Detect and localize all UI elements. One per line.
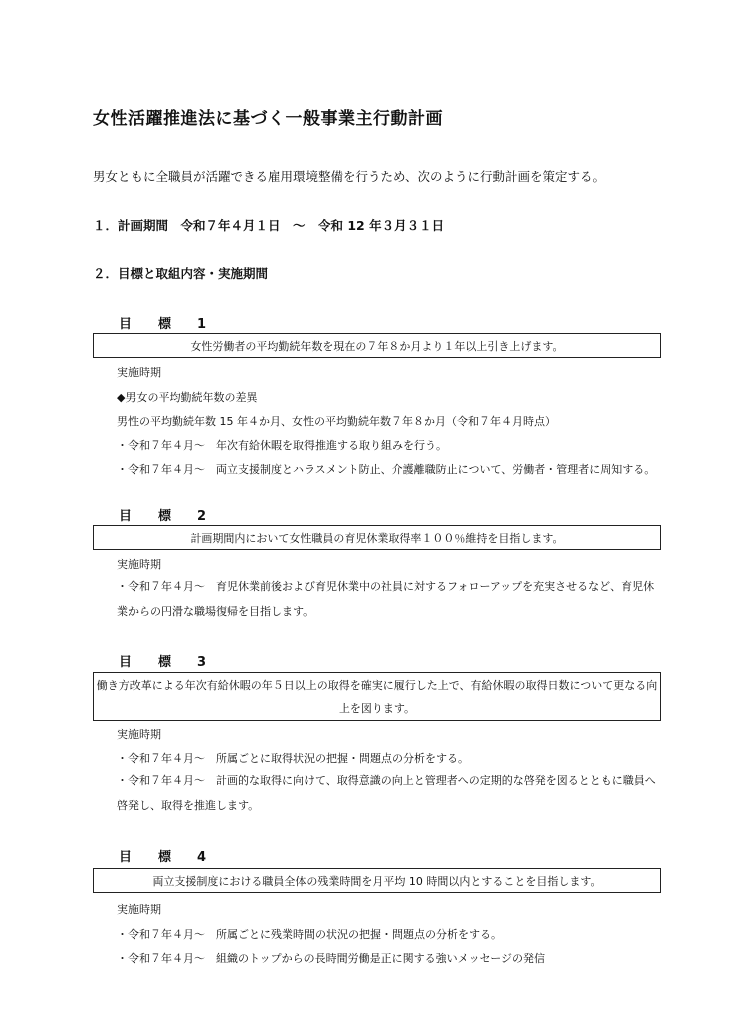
goal-label-main: 目 [119, 850, 135, 865]
goal-1-item: ◆男女の平均勤続年数の差異 [117, 391, 258, 404]
goal-4-item: ・令和７年４月～ 所属ごとに残業時間の状況の把握・問題点の分析をする。 [117, 928, 502, 941]
goal-1-item: 男性の平均勤続年数 15 年４か月、女性の平均勤続年数７年８か月（令和７年４月時点） [117, 415, 556, 428]
goal-3-box [93, 672, 661, 721]
goal-label-mid: 標 [158, 317, 174, 332]
goal-3-item: ・令和７年４月～ 所属ごとに取得状況の把握・問題点の分析をする。 [117, 752, 469, 765]
section-goals-heading: ２．目標と取組内容・実施期間 [93, 266, 269, 281]
goal-3-text-line-1: 働き方改革による年次有給休暇の年５日以上の取得を確実に履行した上で、有給休暇の取得日数について更なる向 [96, 678, 658, 692]
goal-2-label [119, 505, 208, 524]
goal-3-item: ・令和７年４月～ 計画的な取得に向けて、取得意識の向上と管理者への定期的な啓発を図るとともに職員へ啓発し、取得を推進します。 [117, 774, 656, 812]
goal-4-box [93, 868, 661, 893]
goal-3-label [119, 651, 208, 670]
goal-2-item: ・令和７年４月～ 育児休業前後および育児休業中の社員に対するフォローアップを充実させるなど、育児休業からの円滑な職場復帰を目指します。 [117, 580, 655, 618]
goal-1-text: 女性労働者の平均勤続年数を現在の７年８か月より１年以上引き上げます。 [190, 339, 564, 353]
goal-number: 4 [197, 850, 209, 865]
page-title: 女性活躍推進法に基づく一般事業主行動計画 [93, 109, 443, 129]
intro-text: 男女ともに全職員が活躍できる雇用環境整備を行うため、次のように行動計画を策定する。 [93, 169, 606, 184]
goal-4-label [119, 846, 208, 865]
goal-label-mid: 標 [158, 850, 174, 865]
goal-number: 2 [197, 509, 209, 524]
goal-4-period-label: 実施時期 [117, 903, 161, 916]
goal-1-item: ・令和７年４月～ 年次有給休暇を取得推進する取り組みを行う。 [117, 439, 447, 452]
goal-4-text: 両立支援制度における職員全体の残業時間を月平均 10 時間以内とすることを目指します。 [152, 874, 602, 888]
goal-label-main: 目 [119, 655, 135, 670]
goal-label-main: 目 [119, 509, 135, 524]
goal-4-item: ・令和７年４月～ 組織のトップからの長時間労働是正に関する強いメッセージの発信 [117, 952, 546, 965]
goal-3-period-label: 実施時期 [117, 728, 161, 741]
goal-1-label [119, 313, 208, 332]
goal-2-box [93, 525, 661, 550]
goal-number: 3 [197, 655, 209, 670]
goal-label-main: 目 [119, 317, 135, 332]
goal-label-mid: 標 [158, 655, 174, 670]
goal-3-text-line-2: 上を図ります。 [338, 701, 416, 715]
goal-1-item: ・令和７年４月～ 両立支援制度とハラスメント防止、介護離職防止について、労働者・管理者に周知する。 [117, 463, 656, 476]
goal-number: 1 [197, 317, 209, 332]
goal-label-mid: 標 [158, 509, 174, 524]
goal-1-period-label: 実施時期 [117, 366, 161, 379]
goal-2-text: 計画期間内において女性職員の育児休業取得率１００％維持を目指します。 [190, 531, 564, 545]
section-plan-period: １．計画期間 令和７年４月１日 ～ 令和 12 年３月３１日 [93, 218, 445, 233]
goal-1-box [93, 333, 661, 358]
goal-2-period-label: 実施時期 [117, 558, 161, 571]
